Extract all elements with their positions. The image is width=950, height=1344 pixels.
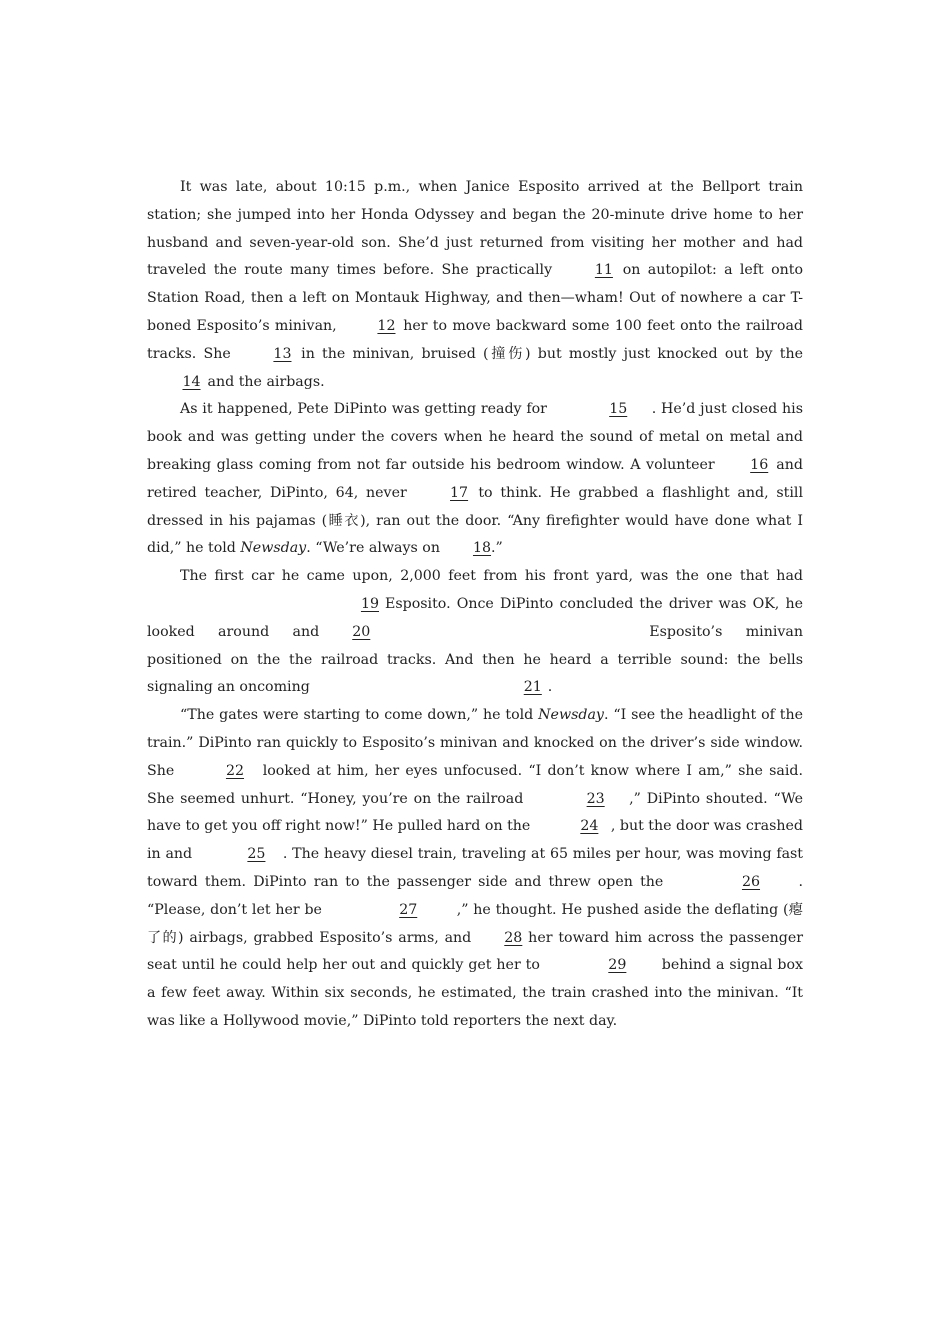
p3-text-2: Esposito. Once DiPinto concluded the driver was OK, he looked around and xyxy=(147,595,803,640)
blank-20: 20 xyxy=(352,623,371,640)
p4-text-5: , but the door was crashed in and xyxy=(147,818,803,863)
p4-text-1: “The gates were starting to come down,” he told xyxy=(180,707,539,724)
p2-text-2: . He’d just closed his book and was getting under the covers when he heard the sound of metal on metal and breaking glass coming from not far outside his bedroom window. A volunteer xyxy=(147,401,803,473)
p4-text-3: looked at him, her eyes unfocused. “I don’t know where I am,” she said. She seemed unhurt. “Honey, you’re on the railroad xyxy=(147,762,803,807)
p4-text-8: ,” he thought. He pushed aside the deflating (瘪了的) airbags, grabbed Esposito’s arms, and xyxy=(147,901,803,946)
paragraph-2 xyxy=(147,396,803,563)
p3-text-1: The first car he came upon, 2,000 feet from his front yard, was the one that had xyxy=(180,568,803,585)
blank-11: 11 xyxy=(594,262,613,279)
p2-text-5: . “We’re always on xyxy=(306,540,440,557)
p4-text-9: her toward him across the passenger seat until he could help her out and quickly get her to xyxy=(147,929,803,974)
p1-text-5: and the airbags. xyxy=(203,373,325,390)
p4-text-7: . “Please, don’t let her be xyxy=(147,873,803,918)
p1-text-3: her to move backward some 100 feet onto the railroad tracks. She xyxy=(147,317,803,362)
newsday-title: Newsday xyxy=(240,540,307,557)
p3-text-4: . xyxy=(547,679,553,696)
p4-text-2: . “I see the headlight of the train.” DiPinto ran quickly to Esposito’s minivan and knocked on the driver’s side window. She xyxy=(147,707,803,779)
blank-29: 29 xyxy=(608,957,627,974)
p1-text-4: in the minivan, bruised (撞伤) but mostly just knocked out by the xyxy=(293,345,803,362)
newsday-title-2: Newsday xyxy=(538,707,604,724)
blank-22: 22 xyxy=(225,762,245,779)
p3-text-3: Esposito’s minivan positioned on the the railroad tracks. And then he heard a terrible sound: the bells signaling an oncoming xyxy=(147,623,803,696)
p4-text-4: ,” DiPinto shouted. “We have to get you off right now!” He pulled hard on the xyxy=(147,790,803,835)
blank-13: 13 xyxy=(273,345,292,362)
blank-26: 26 xyxy=(741,873,761,890)
blank-28: 28 xyxy=(504,929,523,946)
blank-15: 15 xyxy=(609,401,628,418)
p4-text-10: behind a signal box a few feet away. Within six seconds, he estimated, the train crashed into the minivan. “It was like a Hollywood movie,” DiPinto told reporters the next day. xyxy=(147,957,803,1029)
p2-text-1: As it happened, Pete DiPinto was getting ready for xyxy=(180,401,552,418)
paragraph-1 xyxy=(147,174,803,396)
blank-18: 18 xyxy=(472,540,492,557)
paragraph-4 xyxy=(147,702,803,1036)
p1-text-2: on autopilot: a left onto Station Road, then a left on Montauk Highway, and then—wham! Out of nowhere a car T-boned Esposito’s minivan, xyxy=(147,262,803,334)
blank-27: 27 xyxy=(399,901,418,918)
document-page xyxy=(147,174,803,1036)
blank-23: 23 xyxy=(586,790,605,807)
p2-text-3: and retired teacher, DiPinto, 64, never xyxy=(147,456,803,501)
blank-24: 24 xyxy=(580,818,599,835)
blank-25: 25 xyxy=(247,846,266,863)
blank-16: 16 xyxy=(750,456,769,473)
p1-text-1: It was late, about 10:15 p.m., when Janice Esposito arrived at the Bellport train station; she jumped into her Honda Odyssey and began the 20-minute drive home to her husband and seven-year-old son. She’d just returned from visiting her mother and had traveled the route many times before. She practically xyxy=(147,179,803,279)
p4-text-6: . The heavy diesel train, traveling at 65 miles per hour, was moving fast toward them. DiPinto ran to the passenger side and threw open the xyxy=(147,846,804,890)
blank-12: 12 xyxy=(377,317,396,334)
p2-text-4: to think. He grabbed a flashlight and, still dressed in his pajamas (睡衣), ran out the door. “Any firefighter would have done what I did,” he told xyxy=(147,484,803,557)
blank-17: 17 xyxy=(450,484,469,501)
blank-21: 21 xyxy=(523,679,542,696)
blank-19: 19 xyxy=(360,595,379,612)
paragraph-3 xyxy=(147,563,803,702)
p2-text-6: .” xyxy=(491,540,503,557)
blank-14: 14 xyxy=(182,373,201,390)
